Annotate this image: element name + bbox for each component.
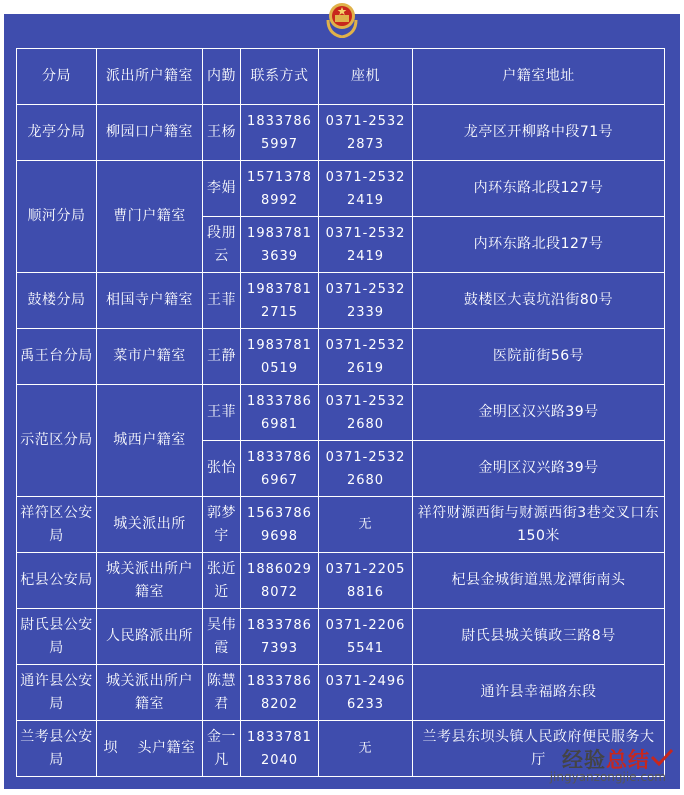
staff-cell: 李娟	[203, 161, 241, 217]
office-cell: 人民路派出所	[97, 609, 203, 665]
site-watermark	[546, 744, 676, 790]
landline-cell: 0371-25322419	[319, 217, 413, 273]
table-row	[17, 497, 665, 553]
police-emblem-icon	[324, 0, 360, 38]
landline-cell: 0371-25322339	[319, 273, 413, 329]
bureau-cell: 鼓楼分局	[17, 273, 97, 329]
mobile-cell: 15713788992	[241, 161, 319, 217]
table-row	[17, 665, 665, 721]
mobile-cell: 15637869698	[241, 497, 319, 553]
mobile-cell: 19837813639	[241, 217, 319, 273]
household-registration-table	[16, 48, 665, 777]
landline-cell: 无	[319, 721, 413, 777]
staff-cell: 王菲	[203, 385, 241, 441]
bureau-cell: 顺河分局	[17, 161, 97, 273]
mobile-cell: 18337867393	[241, 609, 319, 665]
header-address: 户籍室地址	[413, 49, 665, 105]
staff-cell: 王杨	[203, 105, 241, 161]
landline-cell: 0371-24966233	[319, 665, 413, 721]
bureau-cell: 杞县公安局	[17, 553, 97, 609]
table-row	[17, 105, 665, 161]
landline-cell: 0371-25322873	[319, 105, 413, 161]
staff-cell: 金一凡	[203, 721, 241, 777]
table-row	[17, 161, 665, 217]
landline-cell: 0371-25322419	[319, 161, 413, 217]
address-cell: 通许县幸福路东段	[413, 665, 665, 721]
bureau-cell: 龙亭分局	[17, 105, 97, 161]
header-landline: 座机	[319, 49, 413, 105]
landline-cell: 无	[319, 497, 413, 553]
address-cell: 内环东路北段127号	[413, 161, 665, 217]
office-cell: 柳园口户籍室	[97, 105, 203, 161]
landline-cell: 0371-22065541	[319, 609, 413, 665]
watermark-brand-main: 经验	[562, 748, 606, 772]
address-cell: 医院前街56号	[413, 329, 665, 385]
address-cell: 祥符财源西街与财源西街3巷交叉口东150米	[413, 497, 665, 553]
address-cell: 内环东路北段127号	[413, 217, 665, 273]
mobile-cell: 19837810519	[241, 329, 319, 385]
address-cell: 金明区汉兴路39号	[413, 385, 665, 441]
bureau-cell: 通许县公安局	[17, 665, 97, 721]
mobile-cell: 18860298072	[241, 553, 319, 609]
mobile-cell: 18337866967	[241, 441, 319, 497]
table-row	[17, 329, 665, 385]
header-staff: 内勤	[203, 49, 241, 105]
landline-cell: 0371-25322680	[319, 441, 413, 497]
landline-cell: 0371-25322619	[319, 329, 413, 385]
address-cell: 兰考县东坝头镇人民政府便民服务大厅	[413, 721, 665, 777]
mobile-cell: 18337865997	[241, 105, 319, 161]
bureau-cell: 尉氏县公安局	[17, 609, 97, 665]
bureau-cell: 示范区分局	[17, 385, 97, 497]
watermark-url: jingyanzongjie.com	[549, 770, 666, 784]
office-cell: 曹门户籍室	[97, 161, 203, 273]
header-office: 派出所户籍室	[97, 49, 203, 105]
table-row	[17, 553, 665, 609]
mobile-cell: 18337868202	[241, 665, 319, 721]
staff-cell: 段朋云	[203, 217, 241, 273]
address-cell: 尉氏县城关镇政三路8号	[413, 609, 665, 665]
staff-cell: 张近近	[203, 553, 241, 609]
bureau-cell: 兰考县公安局	[17, 721, 97, 777]
table-header-row	[17, 49, 665, 105]
office-cell: 城关派出所户籍室	[97, 553, 203, 609]
checkmark-icon	[650, 748, 674, 766]
address-cell: 杞县金城街道黑龙潭街南头	[413, 553, 665, 609]
staff-cell: 王静	[203, 329, 241, 385]
staff-cell: 张怡	[203, 441, 241, 497]
mobile-cell: 18337812040	[241, 721, 319, 777]
office-cell: 菜市户籍室	[97, 329, 203, 385]
header-bureau: 分局	[17, 49, 97, 105]
staff-cell: 陈慧君	[203, 665, 241, 721]
table-row	[17, 609, 665, 665]
table-row	[17, 385, 665, 441]
table-row	[17, 273, 665, 329]
landline-cell: 0371-25322680	[319, 385, 413, 441]
address-cell: 龙亭区开柳路中段71号	[413, 105, 665, 161]
mobile-cell: 18337866981	[241, 385, 319, 441]
header-mobile: 联系方式	[241, 49, 319, 105]
staff-cell: 郭梦宇	[203, 497, 241, 553]
staff-cell: 吴伟霞	[203, 609, 241, 665]
bureau-cell: 祥符区公安局	[17, 497, 97, 553]
office-cell: 城关派出所	[97, 497, 203, 553]
office-cell: 坝 头户籍室	[97, 721, 203, 777]
office-cell: 城西户籍室	[97, 385, 203, 497]
mobile-cell: 19837812715	[241, 273, 319, 329]
bureau-cell: 禹王台分局	[17, 329, 97, 385]
landline-cell: 0371-22058816	[319, 553, 413, 609]
staff-cell: 王菲	[203, 273, 241, 329]
office-cell: 城关派出所户籍室	[97, 665, 203, 721]
address-cell: 金明区汉兴路39号	[413, 441, 665, 497]
address-cell: 鼓楼区大袁坑沿街80号	[413, 273, 665, 329]
watermark-brand-accent: 总结	[606, 748, 650, 772]
office-cell: 相国寺户籍室	[97, 273, 203, 329]
